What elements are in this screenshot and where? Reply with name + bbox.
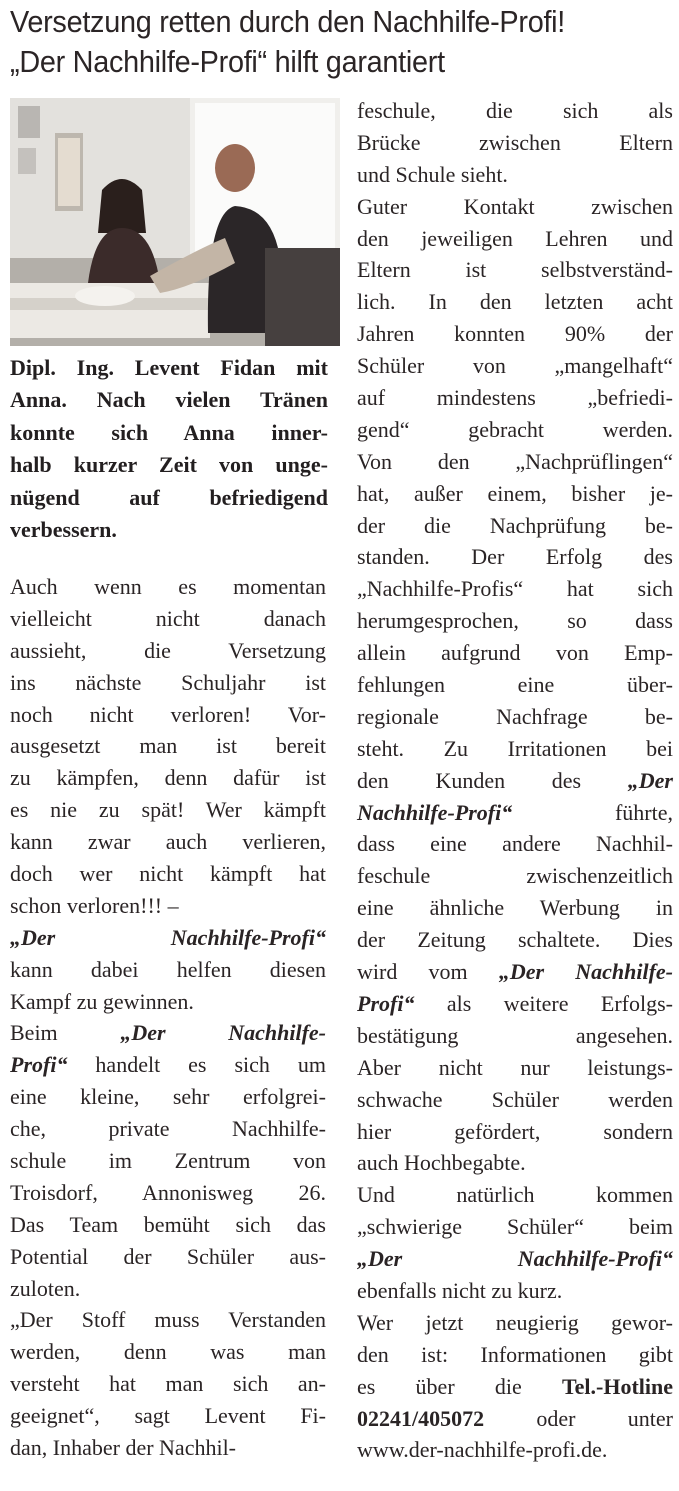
right-column-line: auf mindestens „befriedi- <box>357 385 673 411</box>
caption-line: konnte sich Anna inner- <box>10 419 328 445</box>
left-column-line: Das Team bemüht sich das <box>10 1211 326 1237</box>
right-column-line: Nachhilfe-Profi“ führte, <box>357 799 673 825</box>
right-column-line: regionale Nachfrage be- <box>357 703 673 729</box>
left-column-line: Kampf zu gewinnen. <box>10 988 194 1014</box>
left-column-line: dan, Inhaber der Nachhil- <box>10 1435 237 1461</box>
left-column-line: Profi“ handelt es sich um <box>10 1052 326 1078</box>
left-column-line: ins nächste Schuljahr ist <box>10 669 326 695</box>
right-column-line: steht. Zu Irritationen bei <box>357 735 673 761</box>
left-column-line: Potential der Schüler aus- <box>10 1243 326 1269</box>
right-column-line: Profi“ als weitere Erfolgs- <box>357 990 673 1016</box>
left-column-line: aussieht, die Versetzung <box>10 637 326 663</box>
right-column-line: Schüler von „mangelhaft“ <box>357 353 673 379</box>
left-column-line: che, private Nachhilfe- <box>10 1116 326 1142</box>
right-column-line: Eltern ist selbstverständ- <box>357 257 673 283</box>
photo-caption <box>10 352 328 546</box>
left-column-line: werden, denn was man <box>10 1339 326 1365</box>
left-column-line: zu kämpfen, denn dafür ist <box>10 765 326 791</box>
left-column-line: vielleicht nicht danach <box>10 605 326 631</box>
left-column-line: geeignet“, sagt Levent Fi- <box>10 1403 326 1429</box>
right-column-line: allein aufgrund von Emp- <box>357 640 673 666</box>
headline-line-1: Versetzung retten durch den Nachhilfe-Profi! <box>10 4 566 39</box>
right-column-line: hier gefördert, sondern <box>357 1118 673 1144</box>
right-column-line: der die Nachprüfung be- <box>357 512 673 538</box>
right-column-line: Aber nicht nur leistungs- <box>357 1054 673 1080</box>
right-column-line: und Schule sieht. <box>357 161 508 187</box>
right-column-line: schwache Schüler werden <box>357 1086 673 1112</box>
left-column-line: Troisdorf, Annonisweg 26. <box>10 1179 326 1205</box>
right-column-line: Wer jetzt neugierig gewor- <box>357 1309 673 1335</box>
right-column-line: gend“ gebracht werden. <box>357 416 673 442</box>
caption-line: Anna. Nach vielen Tränen <box>10 387 328 413</box>
right-column-line: „Nachhilfe-Profis“ hat sich <box>357 576 673 602</box>
right-column-line: 02241/405072 oder unter <box>357 1405 673 1431</box>
right-column-line: standen. Der Erfolg des <box>357 544 673 570</box>
right-column-line: wird vom „Der Nachhilfe- <box>357 959 673 985</box>
left-column-line: noch nicht verloren! Vor- <box>10 701 326 727</box>
left-column-line: schule im Zentrum von <box>10 1148 326 1174</box>
right-column-line: fehlungen eine über- <box>357 672 673 698</box>
left-column-line: Auch wenn es momentan <box>10 574 326 599</box>
right-column-line: der Zeitung schaltete. Dies <box>357 927 673 953</box>
right-column-line: Und natürlich kommen <box>357 1182 673 1208</box>
right-column-line: den jeweiligen Lehren und <box>357 225 673 251</box>
left-column-line: „Der Nachhilfe-Profi“ <box>10 924 326 950</box>
right-column-line: „Der Nachhilfe-Profi“ <box>357 1246 673 1272</box>
left-column-line: kann dabei helfen diesen <box>10 956 326 982</box>
right-column-line: lich. In den letzten acht <box>357 289 673 315</box>
article-headline <box>10 2 628 82</box>
right-column-line: Von den „Nachprüflingen“ <box>357 448 673 474</box>
right-column-line: eine ähnliche Werbung in <box>357 895 673 921</box>
caption-line: verbessern. <box>10 516 117 542</box>
right-column-line: ebenfalls nicht zu kurz. <box>357 1277 563 1303</box>
headline-line-2: „Der Nachhilfe-Profi“ hilft garantiert <box>10 44 445 79</box>
left-column-line: schon verloren!!! – <box>10 892 179 918</box>
right-column-line: auch Hochbegabte. <box>357 1150 526 1176</box>
right-column-line: Brücke zwischen Eltern <box>357 129 673 155</box>
caption-line: halb kurzer Zeit von unge- <box>10 452 328 478</box>
caption-line: nügend auf befriedigend <box>10 484 328 510</box>
right-column-line: www.der-nachhilfe-profi.de. <box>357 1437 608 1463</box>
right-column-line: den Kunden des „Der <box>357 767 673 793</box>
article-photo <box>10 98 340 346</box>
left-column <box>10 571 326 1464</box>
left-column-line: ausgesetzt man ist bereit <box>10 733 326 759</box>
left-column-line: versteht hat man sich an- <box>10 1371 326 1397</box>
left-column-line: eine kleine, sehr erfolgrei- <box>10 1084 326 1110</box>
right-column-line: bestätigung angesehen. <box>357 1022 673 1048</box>
right-column-line: feschule, die sich als <box>357 98 673 123</box>
right-column-line: dass eine andere Nachhil- <box>357 831 673 857</box>
left-column-line: zuloten. <box>10 1275 81 1301</box>
left-column-line: „Der Stoff muss Verstanden <box>10 1307 326 1333</box>
left-column-line: Beim „Der Nachhilfe- <box>10 1020 326 1046</box>
right-column-line: hat, außer einem, bisher je- <box>357 480 673 506</box>
right-column <box>357 95 673 1466</box>
photo-illustration <box>10 98 340 346</box>
right-column-line: herumgesprochen, so dass <box>357 608 673 634</box>
right-column-line: es über die Tel.-Hotline <box>357 1373 673 1399</box>
right-column-line: feschule zwischenzeitlich <box>357 863 673 889</box>
right-column-line: Jahren konnten 90% der <box>357 321 673 347</box>
left-column-line: kann zwar auch verlieren, <box>10 829 326 855</box>
left-column-line: es nie zu spät! Wer kämpft <box>10 797 326 823</box>
caption-line: Dipl. Ing. Levent Fidan mit <box>10 355 328 380</box>
right-column-line: den ist: Informationen gibt <box>357 1341 673 1367</box>
right-column-line: Guter Kontakt zwischen <box>357 193 673 219</box>
left-column-line: doch wer nicht kämpft hat <box>10 861 326 887</box>
right-column-line: „schwierige Schüler“ beim <box>357 1214 673 1240</box>
